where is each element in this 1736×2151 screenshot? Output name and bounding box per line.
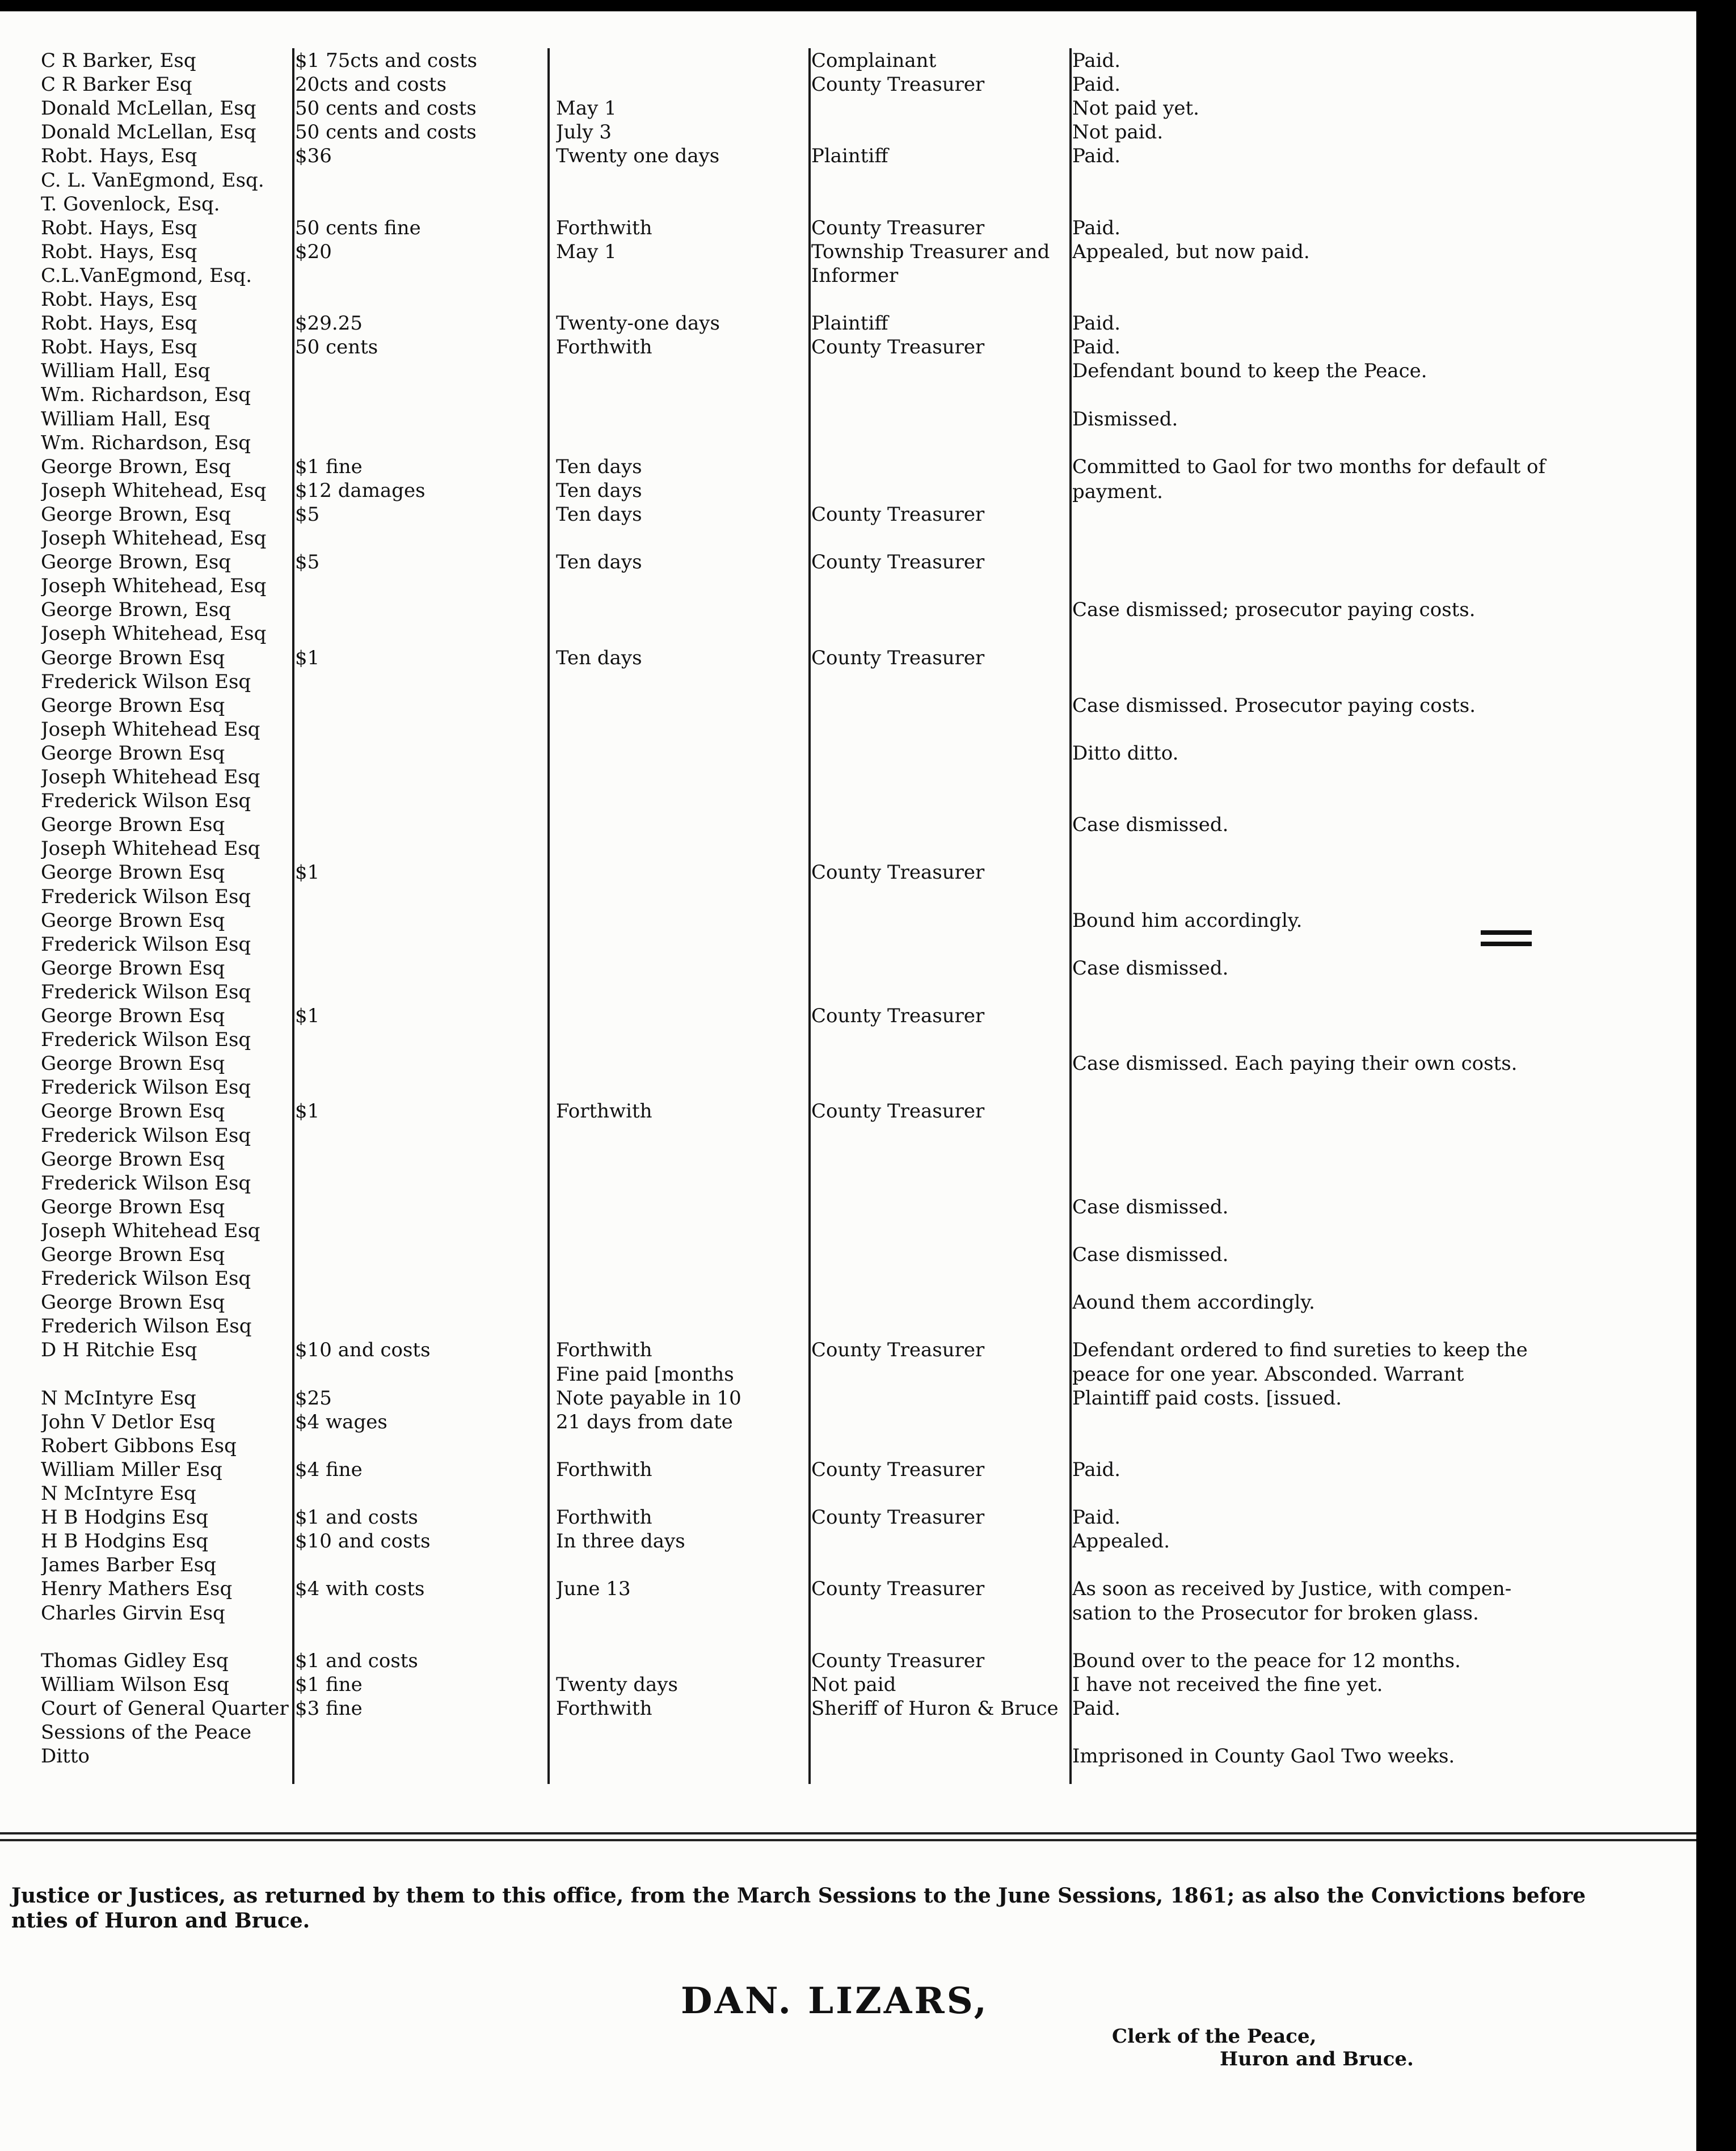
table-row — [0, 72, 1696, 97]
table-row — [0, 1147, 1696, 1172]
paid-to-cell: Sheriff of Huron & Bruce — [811, 1697, 1059, 1720]
table-row — [0, 1648, 1696, 1673]
penalty-cell: 50 cents and costs — [295, 97, 477, 120]
time-cell: Twenty days — [556, 1673, 678, 1696]
table-row — [0, 1696, 1696, 1721]
justice-cell: George Brown Esq — [41, 1195, 225, 1218]
justice-cell: Joseph Whitehead, Esq — [41, 575, 267, 598]
time-cell: Forthwith — [556, 1100, 652, 1123]
penalty-cell: 50 cents fine — [295, 216, 421, 239]
time-cell: May 1 — [556, 240, 617, 263]
remarks-cell: Not paid. — [1072, 121, 1164, 144]
time-cell: Forthwith — [556, 1458, 652, 1481]
justice-cell: William Wilson Esq — [41, 1673, 229, 1696]
remarks-cell: Aound them accordingly. — [1072, 1291, 1315, 1314]
justice-cell: George Brown, Esq — [41, 455, 231, 478]
penalty-cell: $5 — [295, 503, 320, 526]
table-row — [0, 1195, 1696, 1220]
remarks-cell: Bound over to the peace for 12 months. — [1072, 1649, 1461, 1672]
remarks-cell: Appealed, but now paid. — [1072, 240, 1310, 263]
justice-cell: Frederick Wilson Esq — [41, 1076, 251, 1099]
table-row — [0, 335, 1696, 360]
table-row — [0, 812, 1696, 837]
justice-cell: Frederick Wilson Esq — [41, 1028, 251, 1052]
table-row — [0, 1003, 1696, 1028]
remarks-cell: I have not received the fine yet. — [1072, 1673, 1383, 1696]
table-row — [0, 358, 1696, 383]
justice-cell: George Brown Esq — [41, 741, 225, 765]
rule-top — [0, 1832, 1696, 1834]
paid-to-cell: Plaintiff — [811, 145, 888, 168]
table-row — [0, 382, 1696, 407]
justice-cell: George Brown Esq — [41, 1243, 225, 1266]
table-row — [0, 788, 1696, 813]
remarks-cell: Paid. — [1072, 312, 1121, 335]
justice-cell: Wm. Richardson, Esq — [41, 431, 251, 454]
paid-to-cell: County Treasurer — [811, 1005, 985, 1027]
remarks-cell: Paid. — [1072, 145, 1121, 168]
remarks-cell: sation to the Prosecutor for broken glass. — [1072, 1601, 1479, 1625]
penalty-cell: $1 — [295, 861, 320, 884]
remarks-cell: Case dismissed. Prosecutor paying costs. — [1072, 694, 1476, 717]
time-cell: Ten days — [556, 455, 642, 478]
table-row — [0, 860, 1696, 885]
justice-cell: Robt. Hays, Esq — [41, 312, 197, 335]
penalty-cell: $4 wages — [295, 1410, 387, 1433]
paid-to-cell: County Treasurer — [811, 1649, 985, 1672]
paid-to-cell: County Treasurer — [811, 336, 985, 359]
paid-to-cell: Township Treasurer and — [811, 240, 1050, 263]
table-row — [0, 1505, 1696, 1530]
paid-to-cell: Not paid — [811, 1673, 896, 1696]
justice-cell: Robt. Hays, Esq — [41, 336, 197, 359]
justice-cell: Court of General Quarter — [41, 1697, 289, 1720]
justice-cell: N McIntyre Esq — [41, 1482, 196, 1505]
time-cell: Fine paid [months — [556, 1363, 734, 1386]
penalty-cell: $4 fine — [295, 1458, 363, 1481]
paid-to-cell: County Treasurer — [811, 73, 985, 96]
table-row — [0, 96, 1696, 121]
justice-cell: George Brown, Esq — [41, 551, 231, 574]
justice-cell: Joseph Whitehead Esq — [41, 718, 260, 741]
table-row — [0, 1433, 1696, 1458]
table-row — [0, 956, 1696, 981]
justice-cell: George Brown Esq — [41, 1005, 225, 1027]
table-row — [0, 693, 1696, 718]
justice-cell: John V Detlor Esq — [41, 1410, 216, 1433]
table-row — [0, 980, 1696, 1005]
table-row — [0, 1362, 1696, 1387]
penalty-cell: $1 fine — [295, 455, 363, 478]
table-row — [0, 1410, 1696, 1435]
justice-cell: C.L.VanEgmond, Esq. — [41, 264, 252, 287]
paid-to-cell: County Treasurer — [811, 861, 985, 884]
footer-line-2: nties of Huron and Bruce. — [11, 1909, 310, 1933]
remarks-cell: Defendant ordered to find sureties to keep the — [1072, 1339, 1528, 1362]
footer-note — [11, 1883, 1679, 1933]
table-row — [0, 168, 1696, 193]
time-cell: Twenty one days — [556, 145, 720, 168]
table-row — [0, 1481, 1696, 1506]
table-row — [0, 287, 1696, 312]
penalty-cell: $36 — [295, 145, 332, 168]
justice-cell: H B Hodgins Esq — [41, 1530, 208, 1553]
remarks-cell: Paid. — [1072, 336, 1121, 359]
penalty-cell: 50 cents and costs — [295, 121, 477, 144]
justice-cell: Robt. Hays, Esq — [41, 216, 197, 239]
justice-cell: Wm. Richardson, Esq — [41, 383, 251, 407]
paid-to-cell: Complainant — [811, 49, 937, 72]
penalty-cell: $29.25 — [295, 312, 363, 335]
table-row — [0, 1386, 1696, 1411]
remarks-cell: Case dismissed. — [1072, 1195, 1229, 1218]
table-row — [0, 1672, 1696, 1697]
penalty-cell: $1 — [295, 646, 320, 669]
penalty-cell: $10 and costs — [295, 1339, 431, 1362]
justice-cell: Frederick Wilson Esq — [41, 790, 251, 813]
remarks-cell: Case dismissed. — [1072, 956, 1229, 980]
justice-cell: William Miller Esq — [41, 1458, 222, 1481]
penalty-cell: $1 fine — [295, 1673, 363, 1696]
paid-to-cell: County Treasurer — [811, 1506, 985, 1529]
time-cell: Ten days — [556, 551, 642, 574]
table-row — [0, 263, 1696, 288]
remarks-cell: Plaintiff paid costs. [issued. — [1072, 1386, 1342, 1410]
remarks-cell: Ditto ditto. — [1072, 741, 1179, 765]
table-row — [0, 1529, 1696, 1554]
remarks-cell: Paid. — [1072, 1458, 1121, 1481]
remarks-cell: Case dismissed; prosecutor paying costs. — [1072, 598, 1476, 622]
justice-cell: Robt. Hays, Esq — [41, 145, 197, 168]
paid-to-cell: County Treasurer — [811, 1458, 985, 1481]
penalty-cell: $1 and costs — [295, 1506, 418, 1529]
table-row — [0, 1027, 1696, 1052]
table-row — [0, 669, 1696, 694]
penalty-cell: $5 — [295, 551, 320, 574]
time-cell: May 1 — [556, 97, 617, 120]
table-row — [0, 1266, 1696, 1291]
table-row — [0, 741, 1696, 766]
table-row — [0, 48, 1696, 73]
table-row — [0, 502, 1696, 527]
justice-cell: James Barber Esq — [41, 1554, 217, 1577]
justice-cell: Donald McLellan, Esq — [41, 121, 256, 144]
penalty-cell: $1 75cts and costs — [295, 49, 478, 72]
justice-cell: Thomas Gidley Esq — [41, 1649, 229, 1672]
time-cell: Forthwith — [556, 1339, 652, 1362]
margin-mark — [1481, 942, 1532, 946]
table-row — [0, 311, 1696, 336]
justice-cell: Frederick Wilson Esq — [41, 670, 251, 693]
paid-to-cell: Plaintiff — [811, 312, 888, 335]
scan-border — [1696, 0, 1736, 2151]
time-cell: Note payable in 10 — [556, 1386, 741, 1410]
justice-cell: Joseph Whitehead Esq — [41, 837, 260, 861]
time-cell: Forthwith — [556, 1506, 652, 1529]
justice-cell: C R Barker, Esq — [41, 49, 196, 72]
justice-cell: C. L. VanEgmond, Esq. — [41, 168, 264, 192]
footer-line-1: Justice or Justices, as returned by them to this office, from the March Sessions to the June Sessions, 1861; as also the Convictions before — [11, 1884, 1586, 1908]
time-cell: 21 days from date — [556, 1410, 733, 1433]
table-row — [0, 1123, 1696, 1148]
justice-cell: Frederick Wilson Esq — [41, 1267, 251, 1290]
justice-cell: George Brown Esq — [41, 956, 225, 980]
paid-to-cell: County Treasurer — [811, 1100, 985, 1123]
table-row — [0, 1625, 1696, 1650]
table-row — [0, 932, 1696, 957]
justice-cell: George Brown Esq — [41, 1100, 225, 1123]
table-row — [0, 216, 1696, 241]
justice-cell: Ditto — [41, 1745, 90, 1768]
justice-cell: George Brown Esq — [41, 1052, 225, 1076]
penalty-cell: $1 and costs — [295, 1649, 418, 1672]
table-row — [0, 1553, 1696, 1578]
time-cell: July 3 — [556, 121, 612, 144]
table-row — [0, 597, 1696, 622]
justice-cell: Frederick Wilson Esq — [41, 980, 251, 1003]
justice-cell: Frederick Wilson Esq — [41, 933, 251, 956]
justice-cell: C R Barker Esq — [41, 73, 192, 96]
signature-title: Clerk of the Peace, — [1112, 2025, 1317, 2048]
justice-cell: Joseph Whitehead, Esq — [41, 527, 267, 550]
table-row — [0, 1576, 1696, 1601]
table-row — [0, 431, 1696, 455]
penalty-cell: 50 cents — [295, 336, 378, 359]
justice-cell: George Brown Esq — [41, 1291, 225, 1314]
remarks-cell: Committed to Gaol for two months for default of payment. — [1072, 455, 1546, 503]
table-row — [0, 526, 1696, 551]
justice-cell: N McIntyre Esq — [41, 1386, 196, 1410]
justice-cell: Joseph Whitehead, Esq — [41, 479, 267, 502]
time-cell: Ten days — [556, 479, 642, 502]
signature-name: DAN. LIZARS, — [681, 1980, 989, 2022]
remarks-cell: Case dismissed. Each paying their own costs. — [1072, 1052, 1518, 1076]
time-cell: Twenty-one days — [556, 312, 720, 335]
paid-to-cell: County Treasurer — [811, 216, 985, 239]
table-row — [0, 120, 1696, 145]
remarks-cell: Paid. — [1072, 216, 1121, 239]
remarks-cell: Defendant bound to keep the Peace. — [1072, 360, 1427, 383]
table-row — [0, 621, 1696, 646]
justice-cell: T. Govenlock, Esq. — [41, 192, 220, 216]
justice-cell: Robert Gibbons Esq — [41, 1434, 237, 1457]
table-row — [0, 646, 1696, 670]
table-row — [0, 478, 1696, 503]
table-row — [0, 1720, 1696, 1745]
time-cell: Ten days — [556, 646, 642, 669]
remarks-cell: Appealed. — [1072, 1530, 1170, 1553]
table-row — [0, 717, 1696, 742]
table-row — [0, 1051, 1696, 1076]
table-row — [0, 1338, 1696, 1363]
justice-cell: Charles Girvin Esq — [41, 1601, 225, 1625]
penalty-cell: $3 fine — [295, 1697, 363, 1720]
table-row — [0, 1744, 1696, 1769]
justice-cell: Robt. Hays, Esq — [41, 288, 197, 311]
justice-cell: William Hall, Esq — [41, 360, 210, 383]
penalty-cell: $20 — [295, 240, 332, 263]
table-row — [0, 765, 1696, 790]
penalty-cell: $1 — [295, 1005, 320, 1027]
table-row — [0, 1314, 1696, 1339]
justice-cell: Frederich Wilson Esq — [41, 1315, 252, 1338]
penalty-cell: $4 with costs — [295, 1578, 425, 1601]
time-cell: Forthwith — [556, 336, 652, 359]
signature-place: Huron and Bruce. — [1220, 2048, 1414, 2070]
time-cell: Forthwith — [556, 216, 652, 239]
paid-to-cell: Informer — [811, 264, 899, 287]
justice-cell: Robt. Hays, Esq — [41, 240, 197, 263]
remarks-cell: Case dismissed. — [1072, 1243, 1229, 1266]
margin-mark — [1481, 930, 1532, 935]
table-row — [0, 908, 1696, 933]
paid-to-cell: County Treasurer — [811, 1339, 985, 1362]
table-row — [0, 192, 1696, 217]
remarks-cell: Dismissed. — [1072, 407, 1178, 431]
table-row — [0, 573, 1696, 598]
justice-cell: William Hall, Esq — [41, 407, 210, 431]
justice-cell: Sessions of the Peace — [41, 1721, 252, 1744]
justice-cell: Joseph Whitehead Esq — [41, 766, 260, 788]
table-row — [0, 1075, 1696, 1100]
rule-bottom — [0, 1839, 1696, 1841]
justice-cell: George Brown, Esq — [41, 598, 231, 622]
justice-cell: Donald McLellan, Esq — [41, 97, 256, 120]
remarks-cell: Paid. — [1072, 73, 1121, 96]
penalty-cell: $10 and costs — [295, 1530, 431, 1553]
remarks-cell: Paid. — [1072, 49, 1121, 72]
remarks-cell: peace for one year. Absconded. Warrant — [1072, 1363, 1464, 1386]
paid-to-cell: County Treasurer — [811, 646, 985, 669]
table-row — [0, 1457, 1696, 1482]
remarks-cell: Not paid yet. — [1072, 97, 1199, 120]
justice-cell: George Brown Esq — [41, 694, 225, 717]
justice-cell: D H Ritchie Esq — [41, 1339, 197, 1362]
remarks-cell: Case dismissed. — [1072, 813, 1229, 837]
justice-cell: George Brown Esq — [41, 646, 225, 669]
time-cell: June 13 — [556, 1578, 631, 1601]
time-cell: Ten days — [556, 503, 642, 526]
justice-cell: Frederick Wilson Esq — [41, 885, 251, 908]
time-cell: Forthwith — [556, 1697, 652, 1720]
justice-cell: Henry Mathers Esq — [41, 1578, 233, 1601]
remarks-cell: As soon as received by Justice, with compen- — [1072, 1578, 1512, 1601]
paid-to-cell: County Treasurer — [811, 551, 985, 574]
table-row — [0, 407, 1696, 432]
justice-cell: George Brown Esq — [41, 1148, 225, 1171]
remarks-cell: Bound him accordingly. — [1072, 909, 1303, 932]
remarks-cell: Paid. — [1072, 1697, 1121, 1720]
justice-cell: George Brown Esq — [41, 861, 225, 884]
justice-cell: Joseph Whitehead, Esq — [41, 622, 267, 646]
justice-cell: Joseph Whitehead Esq — [41, 1219, 260, 1242]
table-row — [0, 1242, 1696, 1267]
paid-to-cell: County Treasurer — [811, 503, 985, 526]
penalty-cell: $25 — [295, 1386, 332, 1410]
table-row — [0, 239, 1696, 264]
justice-cell: Frederick Wilson Esq — [41, 1124, 251, 1147]
table-row — [0, 1099, 1696, 1124]
table-row — [0, 1218, 1696, 1243]
table-row — [0, 144, 1696, 168]
penalty-cell: $12 damages — [295, 479, 425, 502]
table-row — [0, 836, 1696, 861]
justice-cell: George Brown, Esq — [41, 503, 231, 526]
justice-cell: Frederick Wilson Esq — [41, 1171, 251, 1195]
table-row — [0, 550, 1696, 575]
table-row — [0, 1290, 1696, 1315]
penalty-cell: $1 — [295, 1100, 320, 1123]
penalty-cell: 20cts and costs — [295, 73, 447, 96]
justice-cell: H B Hodgins Esq — [41, 1506, 208, 1529]
table-row — [0, 884, 1696, 909]
justice-cell: George Brown Esq — [41, 909, 225, 932]
time-cell: In three days — [556, 1530, 685, 1553]
remarks-cell: Paid. — [1072, 1506, 1121, 1529]
table-row — [0, 1601, 1696, 1626]
paid-to-cell: County Treasurer — [811, 1578, 985, 1601]
table-row — [0, 1171, 1696, 1196]
justice-cell: George Brown Esq — [41, 813, 225, 837]
remarks-cell: Imprisoned in County Gaol Two weeks. — [1072, 1745, 1455, 1768]
